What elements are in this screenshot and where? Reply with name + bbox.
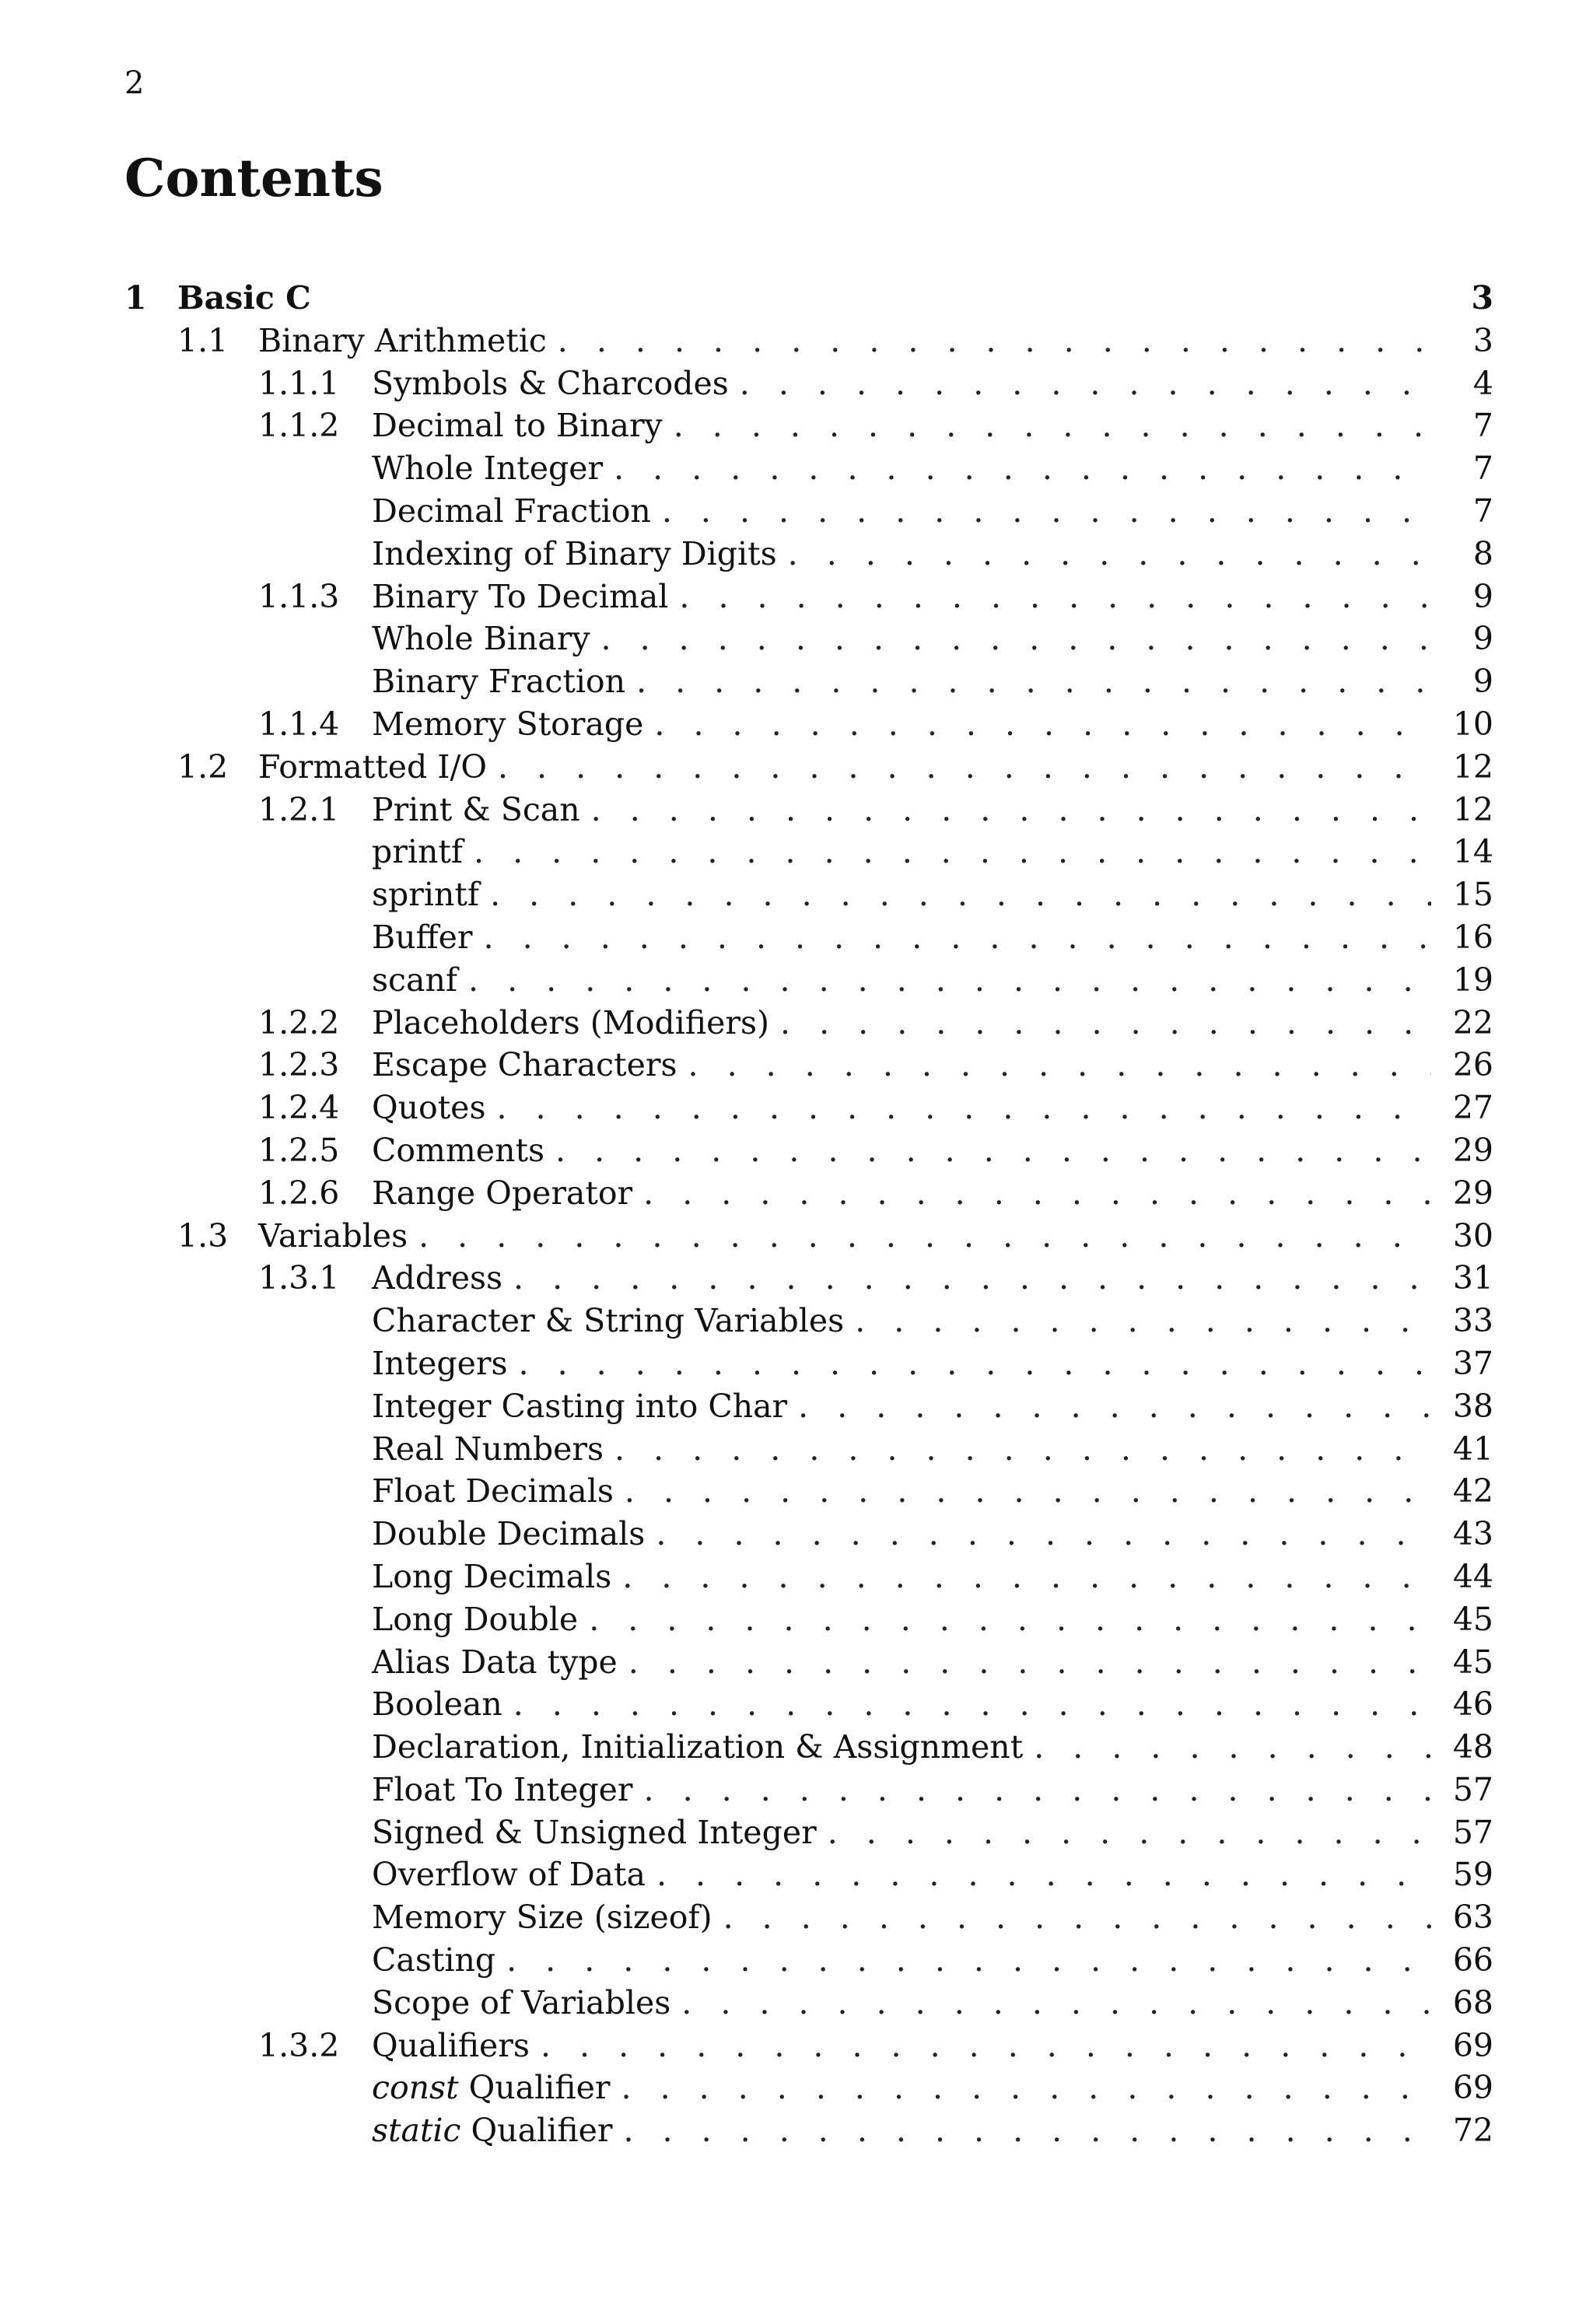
toc-entry-body [372, 447, 1493, 490]
toc-entry[interactable] [124, 1982, 1493, 2025]
toc-entry-title: Integers [372, 1342, 519, 1385]
toc-entry[interactable] [124, 1215, 1493, 1258]
toc-entry-body [372, 1513, 1493, 1556]
toc-entry-title: printf [372, 831, 474, 873]
page-number: 2 [124, 65, 145, 101]
toc-entry-body [372, 1982, 1493, 2025]
dot-leader [679, 576, 1431, 618]
toc-entry-body [372, 533, 1493, 576]
toc-entry-title: Formatted I/O [258, 746, 498, 789]
toc-entry-body [372, 1087, 1493, 1129]
toc-entry[interactable] [124, 1726, 1493, 1769]
toc-entry-page: 68 [1431, 1982, 1493, 2025]
toc-entry-page: 8 [1431, 533, 1493, 576]
toc-entry[interactable] [124, 1769, 1493, 1811]
dot-leader [621, 2067, 1431, 2109]
toc-entry[interactable] [124, 490, 1493, 533]
toc-entry[interactable] [124, 1172, 1493, 1215]
toc-entry[interactable] [124, 703, 1493, 746]
toc-entry-number: 1.1.4 [258, 705, 340, 743]
toc-entry-page: 63 [1431, 1896, 1493, 1939]
toc-entry-title: Boolean [372, 1683, 513, 1726]
toc-entry-title: Buffer [372, 916, 484, 959]
toc-entry-title: Print & Scan [372, 789, 591, 831]
toc-entry[interactable] [124, 320, 1493, 362]
toc-entry-title: Character & String Variables [372, 1300, 855, 1342]
dot-leader [828, 1811, 1431, 1854]
toc-entry[interactable] [124, 746, 1493, 789]
dot-leader [855, 1300, 1431, 1342]
toc-entry-number: 1.1.1 [258, 364, 340, 402]
toc-entry-number: 1.2.2 [258, 1003, 340, 1041]
toc-entry-number: 1.2.4 [258, 1089, 340, 1127]
toc-entry-title: Range Operator [372, 1172, 643, 1215]
toc-entry[interactable] [124, 1044, 1493, 1087]
toc-entry-page: 44 [1431, 1556, 1493, 1598]
toc-entry-page: 69 [1431, 2067, 1493, 2109]
toc-entry[interactable] [124, 447, 1493, 490]
toc-entry-body [372, 1683, 1493, 1726]
toc-entry-body [372, 1726, 1493, 1769]
toc-entry-page: 33 [1431, 1300, 1493, 1342]
toc-entry-body [372, 703, 1493, 746]
dot-leader [418, 1215, 1431, 1258]
toc-entry-body [177, 277, 1493, 320]
toc-entry[interactable] [124, 1428, 1493, 1471]
dot-leader [591, 789, 1431, 831]
toc-entry-body [372, 1044, 1493, 1087]
toc-entry[interactable] [124, 1811, 1493, 1854]
toc-entry-page: 9 [1431, 660, 1493, 703]
toc-entry-body [372, 1939, 1493, 1982]
toc-entry-body [372, 1853, 1493, 1896]
toc-entry-body [372, 1470, 1493, 1513]
toc-entry-title: Symbols & Charcodes [372, 362, 740, 405]
toc-entry[interactable] [124, 618, 1493, 660]
toc-entry[interactable] [124, 959, 1493, 1002]
toc-entry-title [372, 2109, 623, 2152]
toc-entry-body [372, 1769, 1493, 1811]
toc-entry-page: 7 [1431, 490, 1493, 533]
toc-entry[interactable] [124, 1556, 1493, 1598]
toc-entry-title: Long Decimals [372, 1556, 622, 1598]
dot-leader [674, 404, 1431, 447]
toc-entry-title: Alias Data type [372, 1641, 628, 1684]
toc-entry[interactable] [124, 1513, 1493, 1556]
toc-entry[interactable] [124, 916, 1493, 959]
toc-entry-page: 45 [1431, 1598, 1493, 1641]
toc-entry-page: 9 [1431, 576, 1493, 618]
toc-entry-body [372, 1129, 1493, 1172]
toc-entry-number: 1.2.5 [258, 1131, 340, 1169]
toc-entry-title: Variables [258, 1215, 418, 1258]
dot-leader [541, 2025, 1431, 2067]
toc-entry-page: 27 [1431, 1087, 1493, 1129]
dot-leader [740, 362, 1431, 405]
toc-entry-body [372, 2109, 1493, 2152]
dot-leader [643, 1172, 1431, 1215]
toc-entry-title: Binary Fraction [372, 660, 636, 703]
toc-entry-title: Binary To Decimal [372, 576, 679, 618]
toc-entry-title: Memory Storage [372, 703, 654, 746]
dot-leader [519, 1342, 1432, 1385]
toc-entry-title: Overflow of Data [372, 1853, 656, 1896]
toc-entry-body [372, 362, 1493, 405]
toc-entry[interactable] [124, 1002, 1493, 1045]
dot-leader [614, 447, 1431, 490]
dot-leader [1034, 1726, 1431, 1769]
toc-entry-body [372, 1641, 1493, 1684]
toc-entry-title: Binary Arithmetic [258, 320, 558, 362]
toc-entry-page: 45 [1431, 1641, 1493, 1684]
toc-entry-body [372, 873, 1493, 916]
dot-leader [656, 1513, 1431, 1556]
toc-entry-page: 57 [1431, 1811, 1493, 1854]
toc-entry-body [372, 959, 1493, 1002]
toc-entry-page: 72 [1431, 2109, 1493, 2152]
toc-entry-title: Long Double [372, 1598, 589, 1641]
toc-entry-body [372, 1428, 1493, 1471]
dot-leader [723, 1896, 1431, 1939]
dot-leader [644, 1769, 1431, 1811]
toc-entry-title-rest: Qualifier [460, 2112, 613, 2150]
toc-entry-page: 22 [1431, 1002, 1493, 1045]
dot-leader [555, 1129, 1431, 1172]
toc-entry-number: 1.2.3 [258, 1046, 340, 1084]
toc-entry-page: 26 [1431, 1044, 1493, 1087]
toc-entry-number: 1.1.2 [258, 407, 340, 445]
toc-entry-number: 1.2.6 [258, 1174, 340, 1212]
toc-entry-title: Whole Binary [372, 618, 601, 660]
toc-entry-page: 9 [1431, 618, 1493, 660]
dot-leader [688, 1044, 1431, 1087]
toc-entry[interactable] [124, 1683, 1493, 1726]
dot-leader [654, 703, 1431, 746]
toc-entry-title-emphasis: const [372, 2069, 459, 2107]
toc-entry-title: Casting [372, 1939, 506, 1982]
toc-entry[interactable] [124, 576, 1493, 618]
toc-entry-title: Decimal Fraction [372, 490, 662, 533]
toc-entry-body [372, 789, 1493, 831]
toc-entry[interactable] [124, 1385, 1493, 1428]
toc-entry[interactable] [124, 1641, 1493, 1684]
toc-entry-title-emphasis: static [372, 2112, 461, 2150]
toc-entry-title: Scope of Variables [372, 1982, 681, 2025]
toc-entry-title: Comments [372, 1129, 555, 1172]
toc-entry-page: 29 [1431, 1129, 1493, 1172]
toc-entry-page: 41 [1431, 1428, 1493, 1471]
toc-entry-page: 12 [1431, 789, 1493, 831]
dot-leader [662, 490, 1431, 533]
toc-entry[interactable] [124, 533, 1493, 576]
dot-leader [498, 746, 1431, 789]
toc-entry-page: 15 [1431, 873, 1493, 916]
toc-entry-title [372, 2067, 621, 2109]
toc-entry[interactable] [124, 789, 1493, 831]
dot-leader [474, 831, 1431, 873]
toc-entry-title: Escape Characters [372, 1044, 688, 1087]
toc-entry-title: Decimal to Binary [372, 404, 674, 447]
toc-entry-body [372, 1342, 1493, 1385]
toc-entry-page: 3 [1431, 277, 1493, 320]
toc-entry-page: 10 [1431, 703, 1493, 746]
dot-leader [614, 1428, 1431, 1471]
toc-entry-number: 1.2 [177, 747, 229, 786]
toc-entry-page: 31 [1431, 1257, 1493, 1300]
dot-leader [468, 959, 1431, 1002]
toc-entry-body [372, 1002, 1493, 1045]
toc-entry-page: 14 [1431, 831, 1493, 873]
dot-leader [622, 1556, 1431, 1598]
toc-entry-page: 3 [1431, 320, 1493, 362]
toc-entry-body [372, 1385, 1493, 1428]
toc-entry[interactable] [124, 1853, 1493, 1896]
dot-leader [623, 2109, 1431, 2152]
toc-entry-title: Placeholders (Modifiers) [372, 1002, 780, 1045]
toc-entry-title: Integer Casting into Char [372, 1385, 798, 1428]
toc-entry-body [372, 1172, 1493, 1215]
toc-entry-body [372, 1556, 1493, 1598]
toc-entry[interactable] [124, 873, 1493, 916]
toc-entry-number: 1.2.1 [258, 790, 340, 828]
dot-leader [484, 916, 1431, 959]
dot-leader [788, 533, 1431, 576]
toc-entry-body [372, 490, 1493, 533]
toc-entry-number: 1.1.3 [258, 577, 340, 615]
toc-entry-body [372, 1896, 1493, 1939]
toc-entry-number: 1.3 [177, 1216, 229, 1255]
dot-leader [625, 1470, 1431, 1513]
toc-entry[interactable] [124, 1939, 1493, 1982]
toc-entry[interactable] [124, 660, 1493, 703]
toc-entry-body [372, 1300, 1493, 1342]
dot-leader [558, 320, 1431, 362]
toc-entry-page: 19 [1431, 959, 1493, 1002]
dot-leader [780, 1002, 1431, 1045]
toc-entry-body [372, 404, 1493, 447]
toc-entry[interactable] [124, 1896, 1493, 1939]
toc-entry-body [372, 576, 1493, 618]
toc-entry-page: 29 [1431, 1172, 1493, 1215]
toc-entry-number: 1.3.1 [258, 1259, 340, 1297]
toc-entry-body [258, 746, 1493, 789]
dot-leader [656, 1853, 1431, 1896]
toc-entry-page: 66 [1431, 1939, 1493, 1982]
toc-entry-page: 12 [1431, 746, 1493, 789]
toc-entry[interactable] [124, 2109, 1493, 2152]
toc-entry[interactable] [124, 404, 1493, 447]
toc-entry-page: 48 [1431, 1726, 1493, 1769]
toc-entry-body [372, 1811, 1493, 1854]
dot-leader [490, 873, 1431, 916]
dot-leader [681, 1982, 1431, 2025]
dot-leader [589, 1598, 1431, 1641]
toc-entry[interactable] [124, 1129, 1493, 1172]
toc-entry[interactable] [124, 1300, 1493, 1342]
toc-entry-title: Float To Integer [372, 1769, 644, 1811]
toc-entry-body [372, 660, 1493, 703]
toc-entry-body [258, 320, 1493, 362]
toc-entry-page: 4 [1431, 362, 1493, 405]
toc-entry[interactable] [124, 1087, 1493, 1129]
toc-entry-page: 42 [1431, 1470, 1493, 1513]
toc-entry[interactable] [124, 1470, 1493, 1513]
dot-leader [798, 1385, 1431, 1428]
toc-entry-title: sprintf [372, 873, 490, 916]
dot-leader [513, 1257, 1431, 1300]
toc-entry-number: 1.3.2 [258, 2026, 340, 2064]
toc-entry-body [372, 916, 1493, 959]
toc-entry-title-rest: Qualifier [458, 2069, 611, 2107]
toc-entry-body [372, 2067, 1493, 2109]
toc-entry-title: Indexing of Binary Digits [372, 533, 788, 576]
toc-entry-body [258, 1215, 1493, 1258]
toc-entry[interactable] [124, 2067, 1493, 2109]
toc-entry-page: 7 [1431, 447, 1493, 490]
toc-entry-title: Quotes [372, 1087, 496, 1129]
toc-entry-body [372, 831, 1493, 873]
toc-entry-number: 1.1 [177, 321, 229, 359]
toc-entry[interactable] [124, 1342, 1493, 1385]
dot-leader [513, 1683, 1431, 1726]
toc-entry-page: 37 [1431, 1342, 1493, 1385]
toc-entry-title: Declaration, Initialization & Assignment [372, 1726, 1034, 1769]
dot-leader [636, 660, 1431, 703]
dot-leader [496, 1087, 1431, 1129]
toc-entry-title: Memory Size (sizeof) [372, 1896, 723, 1939]
toc-entry[interactable] [124, 1598, 1493, 1641]
toc-entry-title: Signed & Unsigned Integer [372, 1811, 828, 1854]
toc-entry-title: Qualifiers [372, 2025, 541, 2067]
toc-entry-page: 46 [1431, 1683, 1493, 1726]
toc-entry-body [372, 618, 1493, 660]
toc-entry-body [372, 1257, 1493, 1300]
toc-entry[interactable] [124, 362, 1493, 405]
toc-entry-page: 43 [1431, 1513, 1493, 1556]
toc-entry-title: Address [372, 1257, 513, 1300]
toc-entry-page: 30 [1431, 1215, 1493, 1258]
toc-entry-title: Real Numbers [372, 1428, 614, 1471]
toc-entry-page: 16 [1431, 916, 1493, 959]
dot-leader [628, 1641, 1431, 1684]
toc-entry-title: Double Decimals [372, 1513, 656, 1556]
table-of-contents [124, 277, 1493, 2152]
toc-entry-page: 7 [1431, 404, 1493, 447]
dot-leader [506, 1939, 1431, 1982]
toc-entry-page: 57 [1431, 1769, 1493, 1811]
toc-entry-title: Float Decimals [372, 1470, 625, 1513]
dot-leader [601, 618, 1432, 660]
toc-entry[interactable] [124, 277, 1493, 320]
toc-entry-number: 1 [124, 279, 147, 317]
toc-entry-page: 59 [1431, 1853, 1493, 1896]
toc-entry-page: 69 [1431, 2025, 1493, 2067]
toc-entry[interactable] [124, 831, 1493, 873]
toc-entry-body [372, 2025, 1493, 2067]
toc-entry[interactable] [124, 1257, 1493, 1300]
toc-entry-page: 38 [1431, 1385, 1493, 1428]
toc-entry[interactable] [124, 2025, 1493, 2067]
page-title: Contents [124, 148, 383, 208]
toc-entry-title: scanf [372, 959, 468, 1002]
toc-entry-title: Whole Integer [372, 447, 614, 490]
toc-entry-body [372, 1598, 1493, 1641]
toc-entry-title: Basic C [177, 277, 322, 320]
